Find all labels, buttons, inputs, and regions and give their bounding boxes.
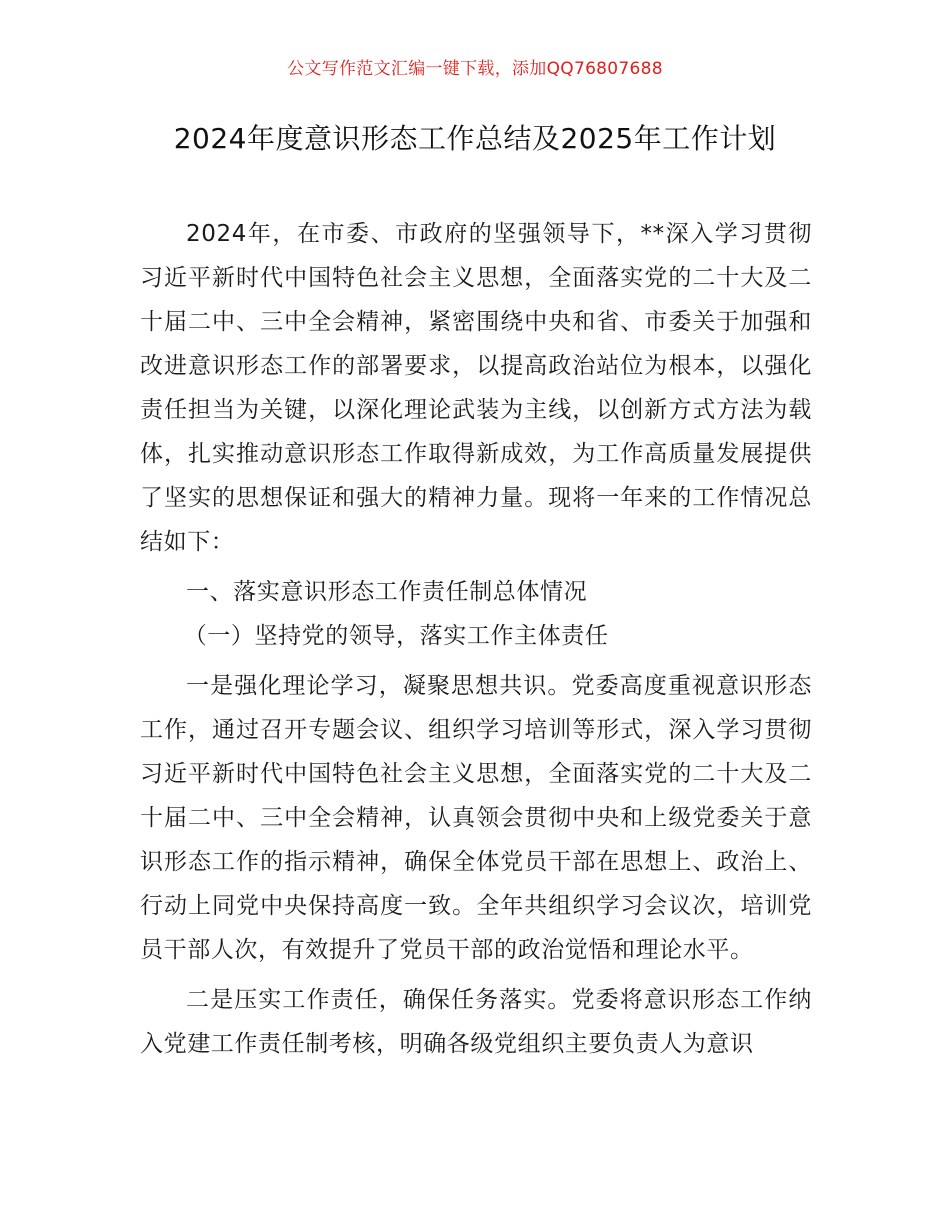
- body-paragraph: 二是压实工作责任，确保任务落实。党委将意识形态工作纳入党建工作责任制考核，明确各级党组织主要负责人为意识: [140, 987, 812, 1057]
- document-title: 2024年度意识形态工作总结及2025年工作计划: [173, 122, 777, 155]
- body-paragraph: 一是强化理论学习，凝聚思想共识。党委高度重视意识形态工作，通过召开专题会议、组织学习培训等形式，深入学习贯彻习近平新时代中国特色社会主义思想，全面落实党的二十大及二十届二中、三中全会精神，认真领会贯彻中央和上级党委关于意识形态工作的指示精神，确保全体党员干部在思想上、政治上、行动上同党中央保持高度一致。全年共组织学习会议次，培训党员干部人次，有效提升了党员干部的政治觉悟和理论水平。: [140, 673, 812, 963]
- download-banner: 公文写作范文汇编一键下载，添加QQ76807688: [287, 59, 663, 79]
- subsection-heading: （一）坚持党的领导，落实工作主体责任: [183, 623, 609, 649]
- intro-paragraph: 2024年，在市委、市政府的坚强领导下，**深入学习贯彻习近平新时代中国特色社会主义思想，全面落实党的二十大及二十届二中、三中全会精神，紧密围绕中央和省、市委关于加强和改进意识形态工作的部署要求，以提高政治站位为根本，以强化责任担当为关键，以深化理论武装为主线，以创新方式方法为载体，扎实推动意识形态工作取得新成效，为工作高质量发展提供了坚实的思想保证和强大的精神力量。现将一年来的工作情况总结如下：: [140, 221, 812, 555]
- document-body: [140, 212, 812, 1066]
- section-heading: 一、落实意识形态工作责任制总体情况: [186, 579, 588, 605]
